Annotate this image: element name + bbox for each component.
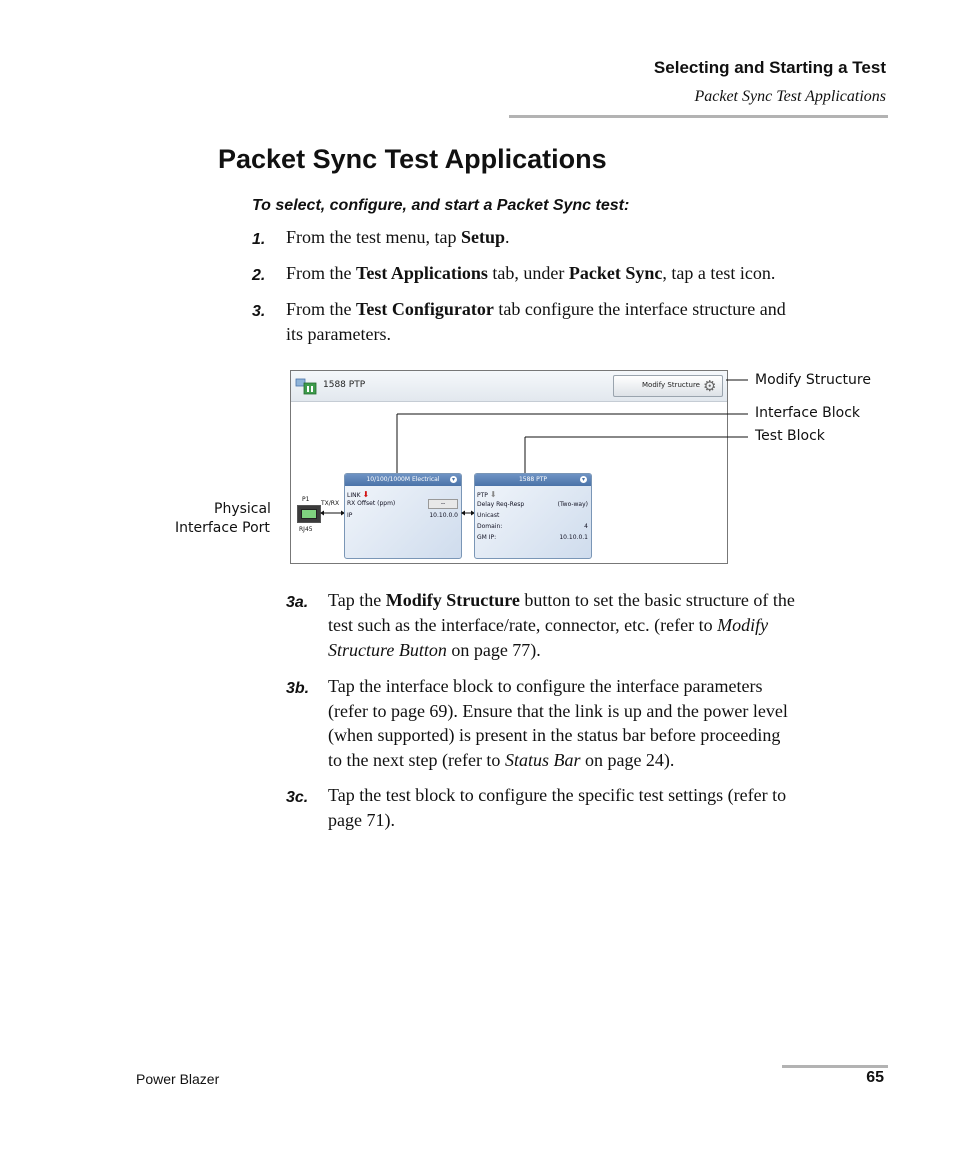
substep-text: Tap the interface block to configure the interface parameters [328,676,763,696]
unicast-row: Unicast [477,512,500,519]
header-rule [509,115,888,118]
modify-structure-button[interactable] [613,375,723,397]
substep-text-cont: Structure Button on page 77). [328,640,541,660]
gear-icon: ⚙ [703,377,717,395]
page-title: Packet Sync Test Applications [218,144,607,174]
callout-test-block: Test Block [755,428,825,444]
port-number: P1 [302,496,310,503]
test-configurator-screenshot [290,370,728,564]
footer-product-name: Power Blazer [136,1071,220,1087]
expand-icon[interactable]: ▾ [451,476,455,483]
running-header-title: Selecting and Starting a Test [653,58,886,77]
block-link-double-arrow-icon [461,509,475,517]
gm-ip-row: GM IP: 10.10.0.1 [477,534,588,541]
test-block[interactable] [474,473,592,559]
delay-row: Delay Req-Resp (Two-way) [477,501,588,508]
step-text: From the Test Configurator tab configure the interface structure and [286,299,786,319]
substep-number: 3c. [286,789,309,806]
procedure-title: To select, configure, and start a Packet Sync test: [252,197,630,214]
step-number: 2. [252,267,266,284]
substep-number: 3a. [286,594,309,611]
app-name: 1588 PTP [323,380,366,390]
configurator-toolbar [291,371,727,402]
app-icon [295,377,317,395]
substep-text: Tap the Modify Structure button to set the basic structure of the [328,590,795,610]
domain-row: Domain: 4 [477,523,588,530]
modify-structure-label: Modify Structure [642,381,700,389]
running-header-subtitle: Packet Sync Test Applications [694,88,886,105]
ip-row: IP 10.10.0.0 [347,512,458,519]
substep-text-cont: to the next step (refer to Status Bar on page 24). [328,750,675,770]
callout-modify-structure: Modify Structure [755,372,871,388]
callout-physical-port-line1: Physical [214,501,271,517]
substep-text-cont: (when supported) is present in the status bar before proceeding [328,725,781,745]
interface-block[interactable] [344,473,462,559]
port-led [301,509,317,519]
txrx-label: TX/RX [321,500,340,507]
step-text: From the test menu, tap Setup. [286,227,510,247]
substep-text-cont: page 71). [328,810,395,830]
step-text: From the Test Applications tab, under Packet Sync, tap a test icon. [286,263,776,283]
substep-number: 3b. [286,680,310,697]
rj45-port[interactable] [297,505,321,523]
page-number: 65 [866,1069,884,1086]
status-arrow-icon: ⬇ [489,490,497,499]
substep-text: Tap the test block to configure the specific test settings (refer to [328,785,787,805]
rx-offset-row: RX Offset (ppm) -- [347,500,458,510]
step-number: 1. [252,231,266,248]
test-block-title: 1588 PTP ▾ [475,474,591,486]
expand-icon[interactable]: ▾ [581,476,585,483]
link-row: LINK ⬇ [347,490,370,499]
link-down-arrow-icon: ⬇ [362,490,370,499]
port-connector-type: RJ45 [299,526,313,533]
rx-offset-value: -- [428,499,458,509]
substep-text-cont: test such as the interface/rate, connector, etc. (refer to Modify [328,615,769,635]
ptp-row: PTP ⬇ [477,490,497,499]
interface-block-title: 10/100/1000M Electrical ▾ [345,474,461,486]
substep-text-cont: (refer to page 69). Ensure that the link is up and the power level [328,701,788,721]
footer-rule [782,1065,888,1068]
txrx-double-arrow-icon [320,509,345,517]
step-number: 3. [252,303,266,320]
callout-physical-port-line2: Interface Port [175,520,270,536]
step-text-cont: its parameters. [286,324,391,344]
callout-interface-block: Interface Block [755,405,860,421]
